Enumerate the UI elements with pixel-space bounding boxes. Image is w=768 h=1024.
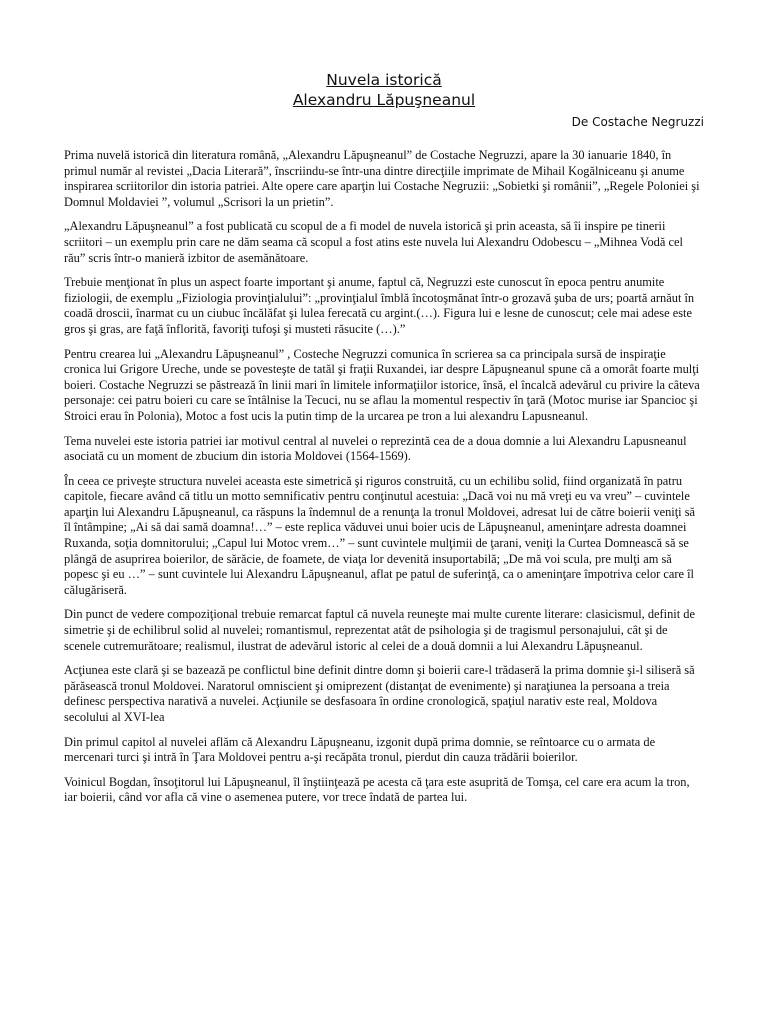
title-line-2: Alexandru Lăpuşneanul — [292, 91, 476, 109]
author-line: De Costache Negruzzi — [571, 115, 704, 129]
document-page — [64, 70, 704, 815]
paragraph-7: Din punct de vedere compoziţional trebuie remarcat faptul că nuvela reuneşte mai multe curente literare: clasicismul, definit de simetrie şi de echilibrul solid al nuvelei; romantismul, reprezentat atât de psihologia şi de tragismul personajului, cât şi de scenele cutremurătoare; realismul, ilustrat de adevărul istoric al celei de a două domnii a lui Alexandru Lăpuşneanul. — [64, 607, 695, 653]
paragraph-4: Pentru crearea lui „Alexandru Lăpuşneanul” , Costeche Negruzzi comunica în scrierea sa ca principala sursă de inspiraţie cronica lui Grigore Ureche, unde se povesteşte de tatăl şi fraţii Ruxandei, iar despre Lăpuşneanul spune că a omorât foarte mulţi boieri. Costache Negruzzi se păstrează în linii mari în limitele informaţiilor istorice, însă, el încalcă adevărul cu privire la câteva personaje: cei patru boieri cu care se întâlnise la Tecuci, nu se aflau la momentul respectiv în ţară (Motoc murise iar Spancioc şi Stroici erau în Polonia), Motoc a fost ucis la putin timp de la urcarea pe tron a lui alexandru Lapusneanul. — [64, 346, 700, 423]
paragraph-8: Acţiunea este clară şi se bazează pe conflictul bine definit dintre domn şi boierii care-l trădaseră la prima domnie şi-l siliseră să părăsească tronul Moldovei. Naratorul omniscient şi omiprezent (distanţat de evenimente) şi naraţiunea la persoana a treia definesc perspectiva narativă a nuvelei. Acţiunile se desfasoara în ordine cronologică, spaţiul narativ este real, Moldova secolului al XVI-lea — [64, 663, 695, 724]
paragraph-10: Voinicul Bogdan, însoţitorul lui Lăpuşneanul, îl înştiinţează pe acesta că ţara este asuprită de Tomşa, cel care era acum la tron, iar boierii, când vor afla că vine o asemenea putere, vor trece îndată de partea lui. — [64, 774, 690, 805]
paragraph-3: Trebuie menţionat în plus un aspect foarte important şi anume, faptul că, Negruzzi este cunoscut în epoca pentru anumite fiziologii, de exemplu „Fiziologia provinţialului”: „provinţialul îmblă încotoşmănat într-o grozavă şuba de urs; poartă arnăut în coadă droscii, înarmat cu un ciubuc încălăfat şi lulea ferecată cu argint.(…). Figura lui e lesne de cunoscut; cele mai adese este gros şi gras, are faţă înflorită, favoriţi tufoşi şi musteti răsucite (…).” — [64, 275, 695, 336]
paragraph-6: În ceea ce priveşte structura nuvelei aceasta este simetrică şi riguros construită, cu un echilibu solid, fiind organizată în patru capitole, fiecare având că titlu un motto semnificativ pentru conţinutul acestuia: „Dacă voi nu mă vreţi eu va vreu” – cuvintele aparţin lui Alexandru Lăpuşneanul, ca răspuns la îndemnul de a renunţa la tronul Moldovei, adresat lui de către boierii veniţi să îl întâmpine; „Ai să dai samă doamna!…” – este replica văduvei unui boier ucis de Lăpuşneanul, ameninţare adresta doamnei Ruxanda, soţia domnitorului; „Capul lui Motoc vrem…” – sunt cuvintele mulţimii de ţarani, veniţi la Curtea Domnească să se plângă de asuprirea boierilor, de sărăcie, de foamete, de viaţa lor devenită insuportabilă; „De mă voi scula, pre mulţi am să popesc şi eu …” – sunt cuvintele lui Alexandru Lăpuşneanul, aflat pe patul de suferinţă, ca o ameninţare împotriva celor care îl călugăriseră. — [64, 473, 696, 597]
paragraph-9: Din primul capitol al nuvelei aflăm că Alexandru Lăpuşneanu, izgonit după prima domnie, se reîntoarce cu o armata de mercenari turci şi intră în Ţara Moldovei pentru a-şi recăpăta tronul, pierdut din cauza trădării boierilor. — [64, 734, 656, 765]
paragraph-2: „Alexandru Lăpuşneanul” a fost publicată cu scopul de a fi model de nuvela istorică şi prin aceasta, să îi inspire pe tinerii scriitori – un exemplu prin care ne dăm seama că scopul a fost atins este nuvela lui Alexandru Odobescu – „Mihnea Vodă cel rău” scris într-o manieră izbitor de asemănătoare. — [64, 219, 683, 265]
document-title — [64, 70, 704, 110]
title-line-1: Nuvela istorică — [326, 71, 442, 89]
paragraph-5: Tema nuvelei este istoria patriei iar motivul central al nuvelei o reprezintă cea de a doua domnie a lui Alexandru Lapusneanul asociată cu un moment de zbucium din istoria Moldovei (1564-1569). — [64, 433, 687, 464]
paragraph-1: Prima nuvelă istorică din literatura română, „Alexandru Lăpuşneanul” de Costache Negruzzi, apare la 30 ianuarie 1840, în primul număr al revistei „Dacia Literară”, înscriindu-se într-una dintre direcţiile imprimate de Mihail Kogălniceanu şi anume inspirarea scriitorilor din istoria patriei. Alte opere care aparţin lui Costache Negruzii: „Sobietki şi românii”, „Regele Poloniei şi Domnul Moldaviei ”, volumul „Scrisori la un prietin”. — [64, 148, 700, 209]
